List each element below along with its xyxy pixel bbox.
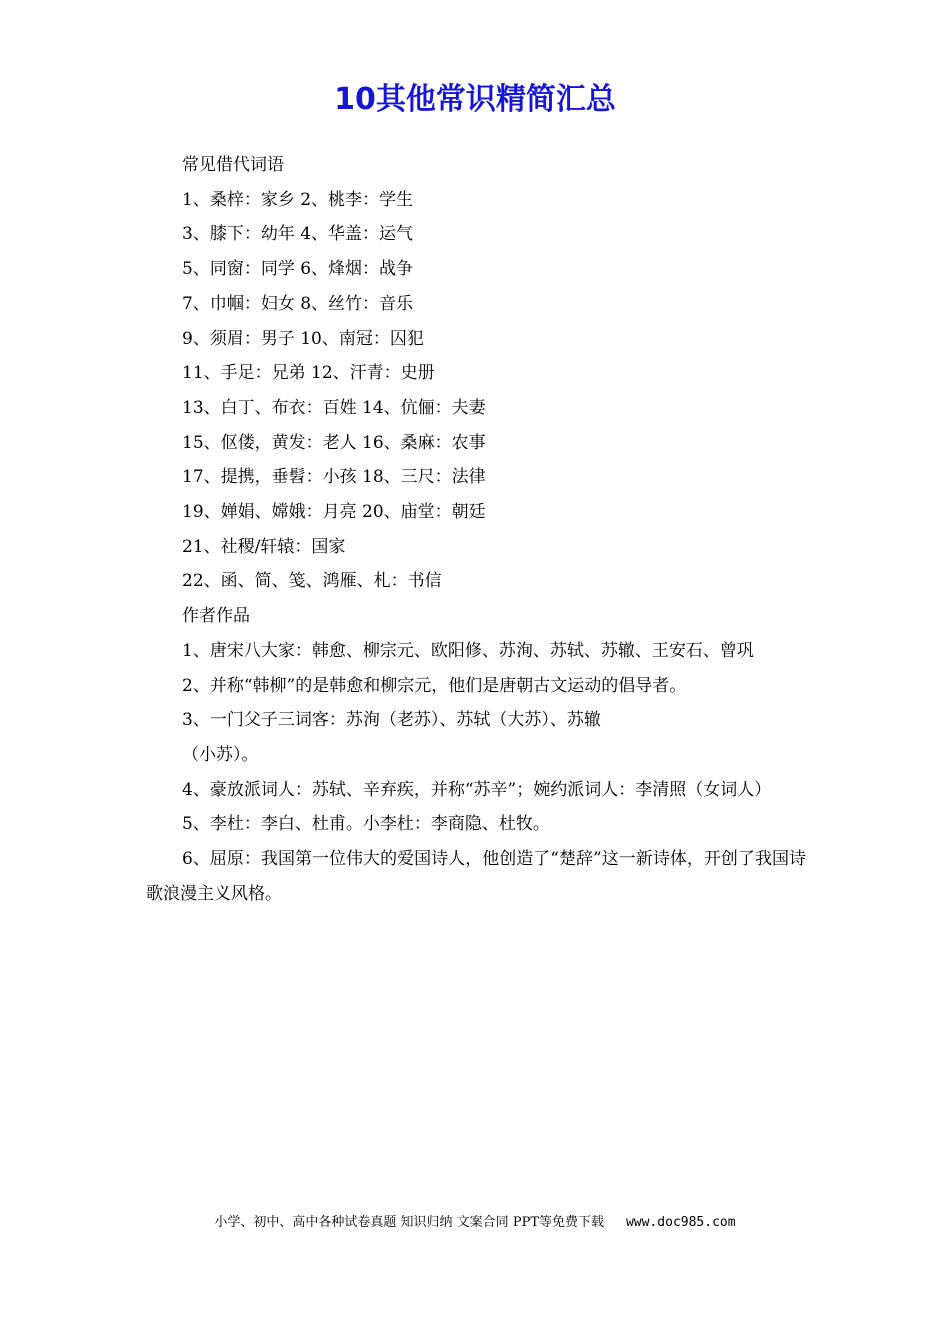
list-item: 22、函、简、笺、鸿雁、札：书信 [182,571,442,592]
page-footer [0,1212,950,1234]
paragraph-three-su-line2: （小苏）。 [182,744,259,765]
list-item: 3、膝下：幼年 4、华盖：运气 [182,224,414,245]
section-heading-synecdoche: 常见借代词语 [182,155,284,175]
list-item: 17、提携，垂髫：小孩 18、三尺：法律 [182,467,486,488]
list-item: 9、须眉：男子 10、南冠：囚犯 [182,328,424,349]
list-item: 19、婵娟、嫦娥：月亮 20、庙堂：朝廷 [182,502,486,523]
paragraph-li-du: 5、李杜：李白、杜甫。小李杜：李商隐、杜牧。 [182,814,550,835]
footer-url: www.doc985.com [625,1215,736,1230]
paragraph-han-liu: 2、并称“韩柳”的是韩愈和柳宗元，他们是唐朝古文运动的倡导者。 [182,675,687,696]
paragraph-ci-schools: 4、豪放派词人：苏轼、辛弃疾，并称“苏辛”；婉约派词人：李清照（女词人） [182,779,772,800]
page-title: 10其他常识精简汇总 [334,82,616,117]
list-item: 21、社稷/轩辕：国家 [182,536,346,557]
paragraph-tang-song-masters: 1、唐宋八大家：韩愈、柳宗元、欧阳修、苏洵、苏轼、苏辙、王安石、曾巩 [182,640,754,661]
list-item: 5、同窗：同学 6、烽烟：战争 [182,259,414,280]
document-body [146,148,806,911]
list-item: 13、白丁、布衣：百姓 14、伉俪：夫妻 [182,397,486,418]
list-item: 1、桑梓：家乡 2、桃李：学生 [182,189,414,210]
list-item: 15、伛偻，黄发：老人 16、桑麻：农事 [182,432,486,453]
paragraph-three-su-line1: 3、一门父子三词客：苏洵（老苏）、苏轼（大苏）、苏辙 [182,710,601,731]
footer-text: 小学、初中、高中各种试卷真题 知识归纳 文案合同 PPT等免费下载 [214,1215,604,1230]
list-item: 7、巾帼：妇女 8、丝竹：音乐 [182,293,414,314]
list-item: 11、手足：兄弟 12、汗青：史册 [182,363,435,384]
section-heading-authors: 作者作品 [182,606,250,627]
paragraph-qu-yuan: 6、屈原：我国第一位伟大的爱国诗人，他创造了“楚辞”这一新诗体，开创了我国诗歌浪漫主义风格。 [146,849,806,904]
